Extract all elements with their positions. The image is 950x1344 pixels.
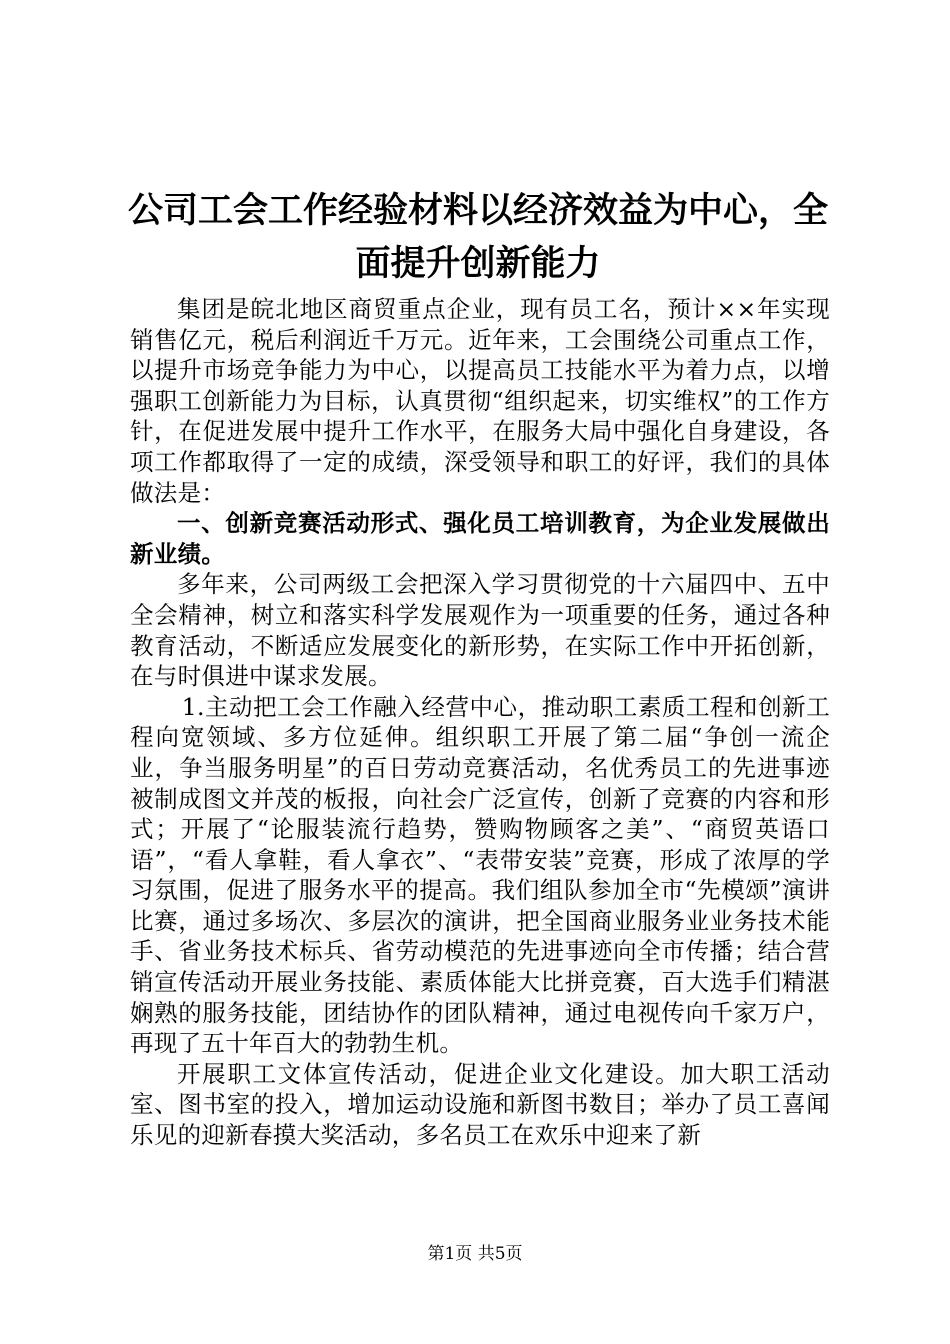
- intro-paragraph: 集团是皖北地区商贸重点企业，现有员工名，预计××年实现销售亿元，税后利润近千万元。近年来，工会围绕公司重点工作，以提升市场竞争能力为中心，以提高员工技能水平为着力点，以增强职工创新能力为目标，认真贯彻“组织起来，切实维权”的工作方针，在促进发展中提升工作水平，在服务大局中强化自身建设，各项工作都取得了一定的成绩，深受领导和职工的好评，我们的具体做法是：: [130, 295, 830, 507]
- numbered-paragraph: 1.主动把工会工作融入经营中心，推动职工素质工程和创新工程向宽领域、多方位延伸。组织职工开展了第二届“争创一流企业，争当服务明星”的百日劳动竞赛活动，名优秀员工的先进事迹被制成图文并茂的板报，向社会广泛宣传，创新了竞赛的内容和形式；开展了“论服装流行趋势，赞购物顾客之美”、“商贸英语口语”，“看人拿鞋，看人拿衣”、“表带安装”竞赛，形成了浓厚的学习氛围，促进了服务水平的提高。我们组队参加全市“先模颂”演讲比赛，通过多场次、多层次的演讲，把全国商业服务业业务技术能手、省业务技术标兵、省劳动模范的先进事迹向全市传播；结合营销宣传活动开展业务技能、素质体能大比拼竞赛，百大选手们精湛娴熟的服务技能，团结协作的团队精神，通过电视传向千家万户，再现了五十年百大的勃勃生机。: [130, 692, 830, 1058]
- body-paragraph: 多年来，公司两级工会把深入学习贯彻党的十六届四中、五中全会精神，树立和落实科学发展观作为一项重要的任务，通过各种教育活动，不断适应发展变化的新形势，在实际工作中开拓创新，在与时俱进中谋求发展。: [130, 570, 830, 691]
- section-heading: 一、创新竞赛活动形式、强化员工培训教育，为企业发展做出新业绩。: [130, 509, 830, 568]
- body-paragraph: 开展职工文体宣传活动，促进企业文化建设。加大职工活动室、图书室的投入，增加运动设施和新图书数目；举办了员工喜闻乐见的迎新春摸大奖活动，多名员工在欢乐中迎来了新: [130, 1059, 830, 1150]
- page-footer: 第1页 共5页: [427, 1244, 523, 1264]
- document-title: 公司工会工作经验材料以经济效益为中心，全面提升创新能力: [127, 190, 828, 284]
- document-body: [130, 294, 830, 1151]
